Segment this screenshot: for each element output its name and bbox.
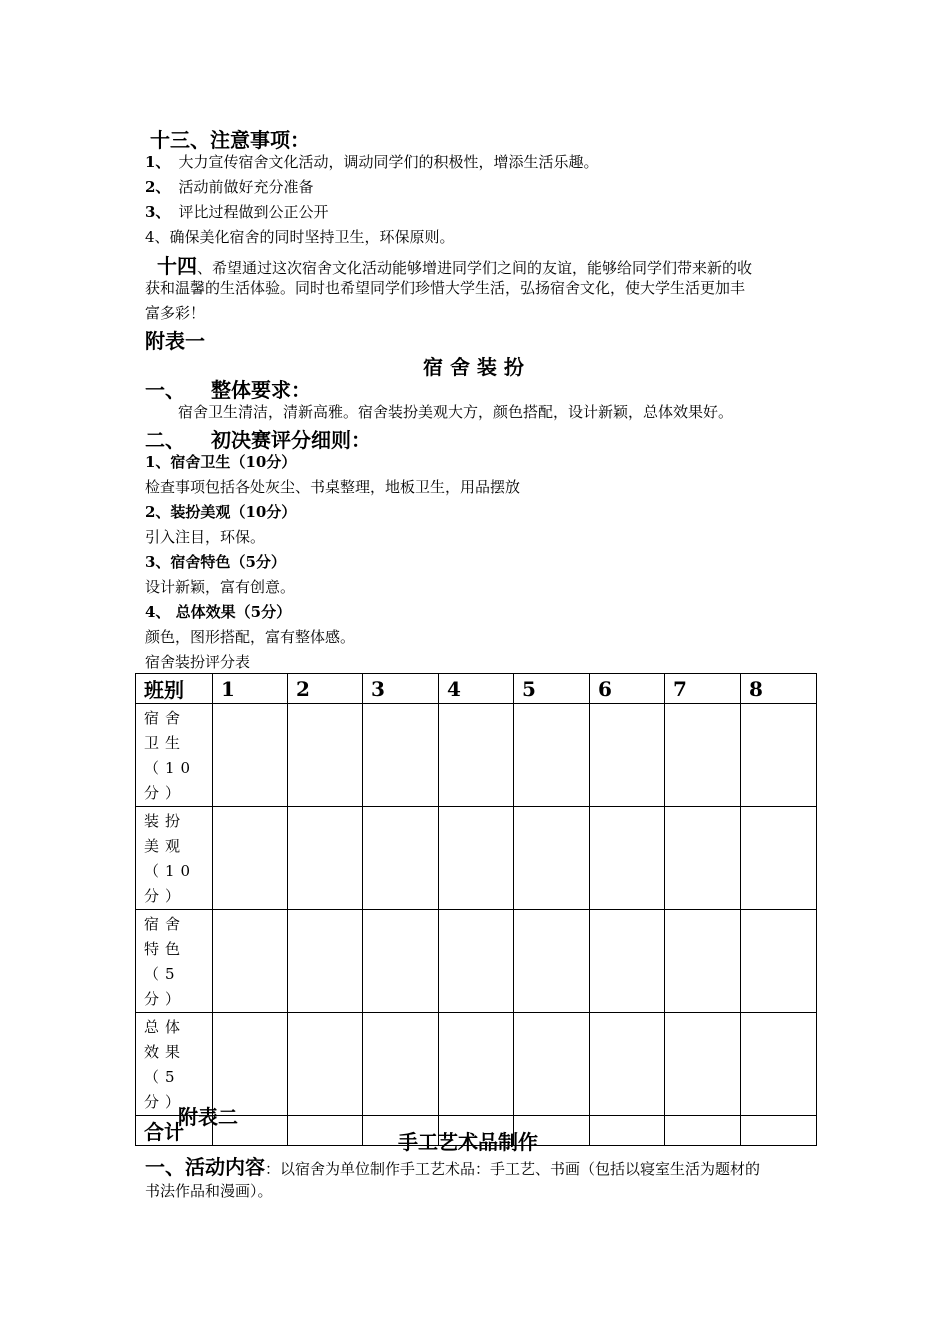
item-text: 大力宣传宿舍文化活动，调动同学们的积极性，增添生活乐趣。	[178, 153, 599, 171]
score-cell[interactable]	[665, 807, 741, 910]
section-14-paragraph	[157, 250, 752, 279]
criterion-title: 4、 总体效果（5分）	[145, 603, 292, 621]
rules-heading: 初决赛评分细则：	[211, 428, 371, 452]
criterion-desc: 引入注目，环保。	[145, 528, 266, 546]
list-item	[145, 226, 455, 247]
table-row	[136, 704, 817, 807]
header-cell-class: 班别	[136, 674, 213, 704]
appendix-2-label: 附表二	[178, 1105, 238, 1129]
item-text: 评比过程做到公正公开	[178, 203, 329, 221]
total-cell[interactable]	[741, 1116, 817, 1146]
section-14-line1: 、希望通过这次宿舍文化活动能够增进同学们之间的友谊，能够给同学们带来新的收	[197, 259, 753, 277]
requirements-heading: 整体要求：	[211, 378, 311, 402]
item-text: 、确保美化宿舍的同时坚持卫生，环保原则。	[154, 228, 455, 246]
rules-heading-number: 二、	[145, 428, 185, 452]
score-cell[interactable]	[514, 704, 590, 807]
score-cell[interactable]	[590, 807, 665, 910]
requirements-text: 宿舍卫生清洁，清新高雅。宿舍装扮美观大方，颜色搭配，设计新颖，总体效果好。	[178, 403, 734, 421]
item-number: 3、	[145, 203, 171, 221]
table-caption: 宿舍装扮评分表	[145, 653, 251, 671]
list-item	[145, 151, 598, 172]
score-cell[interactable]	[665, 1013, 741, 1116]
score-table	[135, 673, 817, 1146]
table-row	[136, 807, 817, 910]
header-cell: 5	[514, 674, 590, 704]
row-label: 总体效果（5分）	[136, 1013, 213, 1116]
item-number: 1、	[145, 153, 171, 171]
header-cell: 2	[288, 674, 363, 704]
score-cell[interactable]	[363, 910, 439, 1013]
row-label: 宿舍特色（5分）	[136, 910, 213, 1013]
score-cell[interactable]	[439, 910, 514, 1013]
criterion-desc: 设计新颖，富有创意。	[145, 578, 296, 596]
score-cell[interactable]	[288, 704, 363, 807]
section-14-line2: 获和温馨的生活体验。同时也希望同学们珍惜大学生活，弘扬宿舍文化，使大学生活更加丰	[145, 279, 746, 297]
section-13-heading: 十三、注意事项：	[150, 128, 310, 152]
score-cell[interactable]	[213, 704, 288, 807]
appendix-2-title: 手工艺术品制作	[398, 1130, 538, 1154]
appendix-1-title: 宿 舍 装 扮	[423, 355, 524, 379]
header-cell: 6	[590, 674, 665, 704]
item-text: 活动前做好充分准备	[178, 178, 314, 196]
requirements-heading-number: 一、	[145, 378, 185, 402]
header-cell: 7	[665, 674, 741, 704]
score-cell[interactable]	[665, 910, 741, 1013]
section-14-line3: 富多彩！	[145, 304, 206, 322]
score-cell[interactable]	[590, 1013, 665, 1116]
score-cell[interactable]	[514, 807, 590, 910]
criterion-title: 3、宿舍特色（5分）	[145, 553, 286, 571]
table-row	[136, 910, 817, 1013]
score-cell[interactable]	[514, 1013, 590, 1116]
score-cell[interactable]	[213, 807, 288, 910]
score-cell[interactable]	[363, 1013, 439, 1116]
appendix-1-label: 附表一	[145, 329, 205, 353]
score-cell[interactable]	[213, 910, 288, 1013]
score-cell[interactable]	[741, 1013, 817, 1116]
header-cell: 8	[741, 674, 817, 704]
row-label: 宿舍卫生（10分）	[136, 704, 213, 807]
criterion-title: 2、装扮美观（10分）	[145, 503, 297, 521]
total-label: 合计	[136, 1116, 213, 1146]
total-cell[interactable]	[590, 1116, 665, 1146]
row-label: 装扮美观（10分）	[136, 807, 213, 910]
score-cell[interactable]	[288, 807, 363, 910]
score-cell[interactable]	[741, 910, 817, 1013]
score-cell[interactable]	[439, 704, 514, 807]
score-cell[interactable]	[288, 910, 363, 1013]
criterion-desc: 颜色，图形搭配，富有整体感。	[145, 628, 356, 646]
total-cell[interactable]	[288, 1116, 363, 1146]
score-cell[interactable]	[363, 807, 439, 910]
header-cell: 1	[213, 674, 288, 704]
list-item	[145, 176, 313, 197]
score-cell[interactable]	[590, 704, 665, 807]
item-number: 2、	[145, 178, 171, 196]
score-cell[interactable]	[590, 910, 665, 1013]
criterion-desc: 检查事项包括各处灰尘、书桌整理，地板卫生，用品摆放	[145, 478, 521, 496]
header-cell: 4	[439, 674, 514, 704]
score-cell[interactable]	[439, 807, 514, 910]
score-cell[interactable]	[439, 1013, 514, 1116]
criterion-title: 1、宿舍卫生（10分）	[145, 453, 297, 471]
activity-content-heading: 一、活动内容	[145, 1155, 265, 1179]
score-cell[interactable]	[741, 704, 817, 807]
score-cell[interactable]	[514, 910, 590, 1013]
score-cell[interactable]	[665, 704, 741, 807]
header-cell: 3	[363, 674, 439, 704]
item-number: 4	[145, 228, 155, 246]
list-item	[145, 201, 328, 222]
score-cell[interactable]	[363, 704, 439, 807]
score-cell[interactable]	[288, 1013, 363, 1116]
section-14-heading: 十四	[157, 254, 197, 278]
score-cell[interactable]	[741, 807, 817, 910]
activity-content-line1: ：以宿舍为单位制作手工艺术品：手工艺、书画（包括以寝室生活为题材的	[265, 1160, 761, 1178]
activity-content-paragraph	[145, 1151, 760, 1180]
table-header-row	[136, 674, 817, 704]
total-cell[interactable]	[665, 1116, 741, 1146]
activity-content-line2: 书法作品和漫画）。	[145, 1182, 273, 1200]
